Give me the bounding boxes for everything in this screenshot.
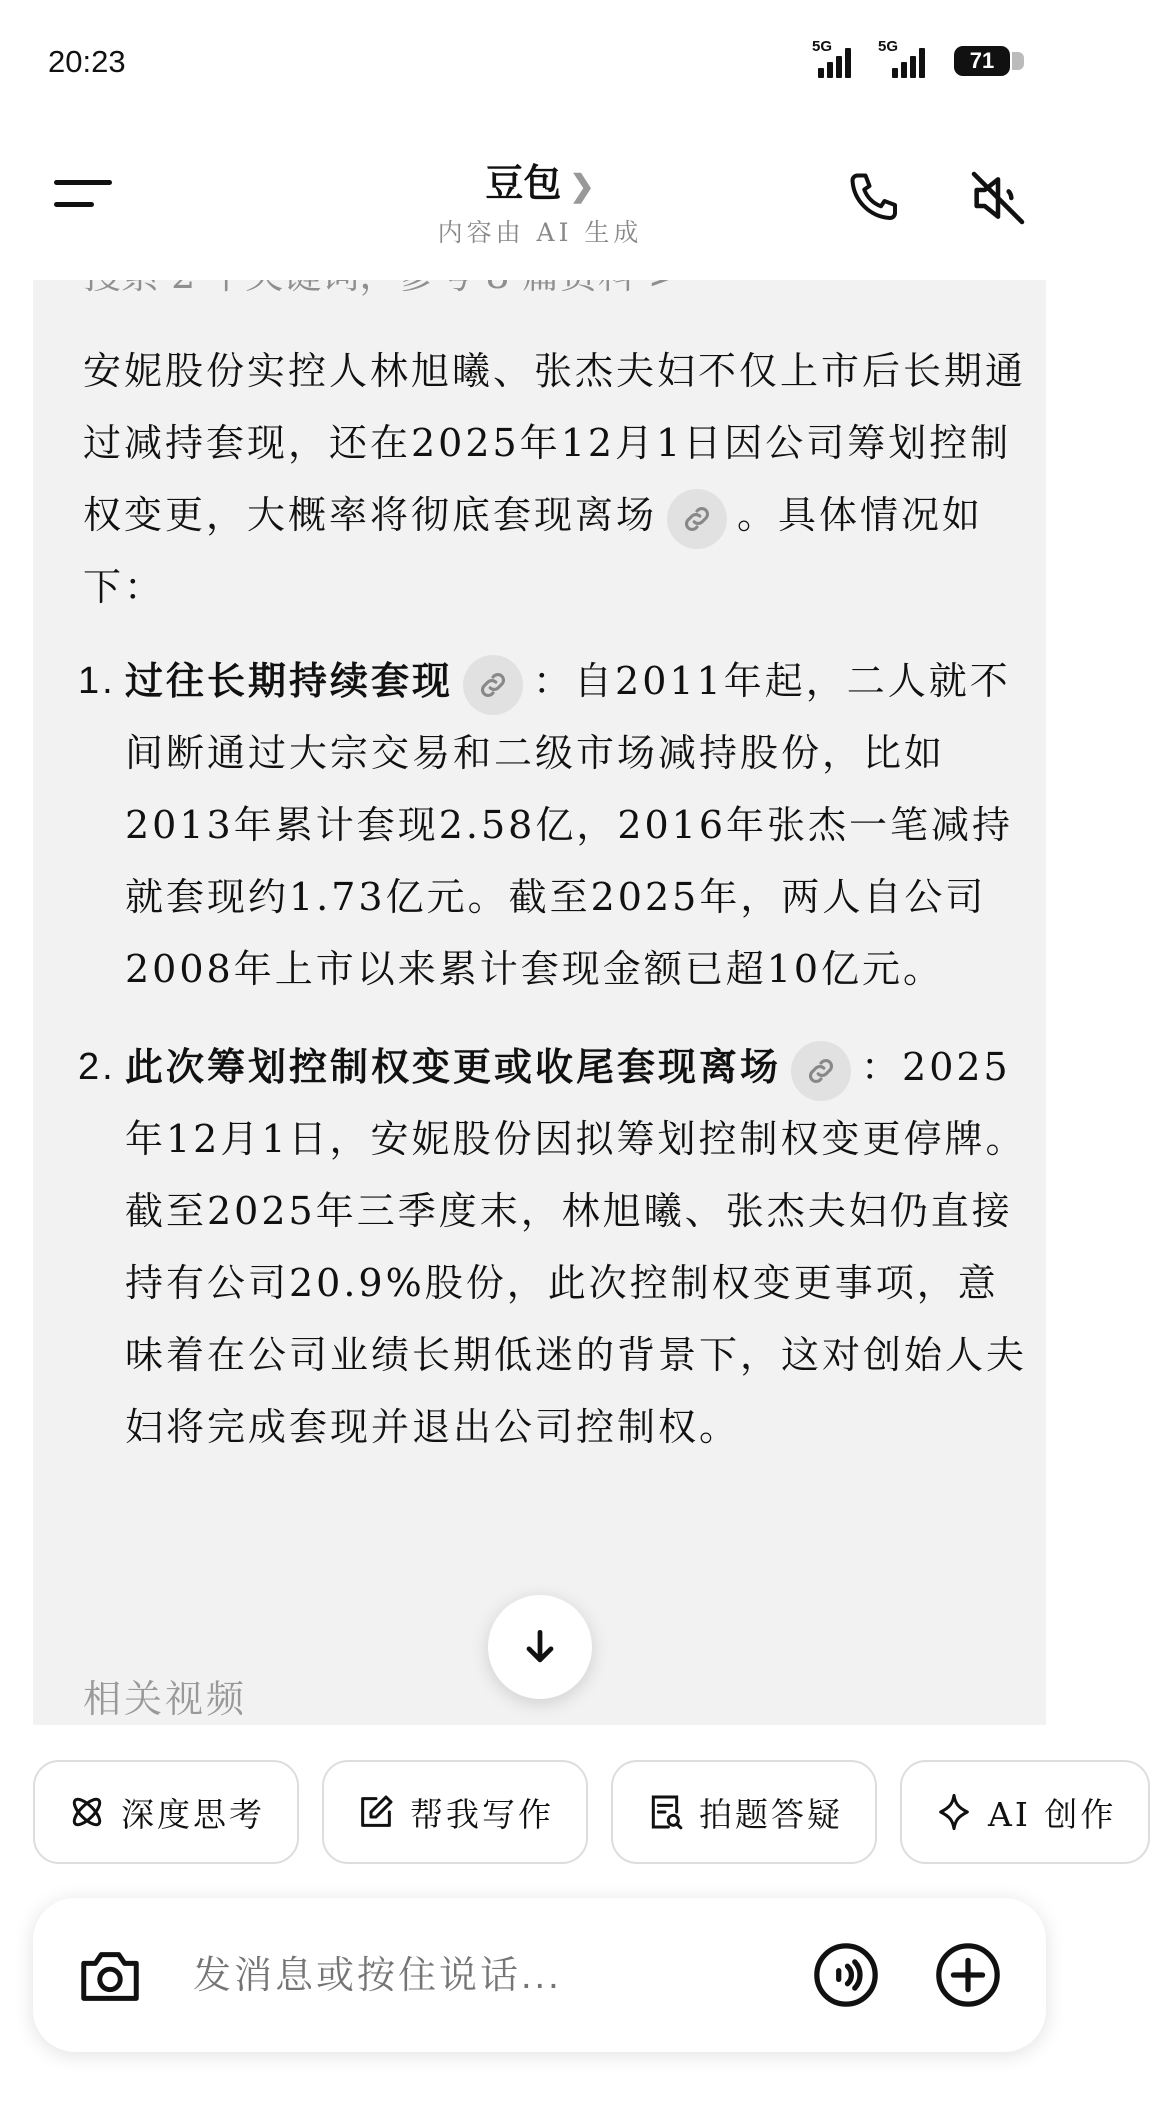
sparkle-icon — [934, 1792, 974, 1832]
list-item — [78, 645, 1033, 1005]
atom-icon — [67, 1792, 107, 1832]
quick-actions — [33, 1760, 1150, 1864]
chevron-right-icon: ❯ — [569, 169, 595, 204]
chat-title[interactable] — [0, 152, 1080, 249]
list-item-text: ：自2011年起，二人就不间断通过大宗交易和二级市场减持股份，比如2013年累计套现2.58亿，2016年张杰一笔减持就套现约1.73亿元。截至2025年，两人自公司2008年上市以来累计套现金额已超10亿元。 — [125, 659, 1014, 991]
bot-name: 豆包 — [485, 160, 562, 205]
list-item — [78, 1031, 1033, 1463]
signal-icon-2 — [878, 38, 936, 78]
scan-doc-icon — [645, 1792, 685, 1832]
chip-writing[interactable] — [322, 1760, 588, 1864]
chip-deep-thinking[interactable] — [33, 1760, 299, 1864]
chip-ai-create[interactable] — [900, 1760, 1150, 1864]
scroll-down-button[interactable] — [488, 1595, 592, 1699]
arrow-down-icon — [518, 1625, 562, 1669]
answer-intro — [83, 335, 1028, 623]
reference-link-icon[interactable] — [667, 489, 727, 549]
status-time: 20:23 — [48, 44, 126, 79]
intro-text: 安妮股份实控人林旭曦、张杰夫妇不仅上市后长期通过减持套现，还在2025年12月1日因公司筹划控制权变更，大概率将彻底套现离场 — [83, 349, 1027, 537]
phone-icon[interactable] — [845, 168, 905, 228]
ai-disclaimer: 内容由 AI 生成 — [437, 218, 643, 247]
chip-label: AI 创作 — [988, 1794, 1117, 1834]
answer-card — [33, 280, 1046, 1725]
list-item-text: ：2025年12月1日，安妮股份因拟筹划控制权变更停牌。截至2025年三季度末，林旭曦、张杰夫妇仍直接持有公司20.9%股份，此次控制权变更事项，意味着在公司业绩长期低迷的背景下，这对创始人夫妇将完成套现并退出公司控制权。 — [125, 1045, 1028, 1449]
camera-icon[interactable] — [75, 1940, 145, 2010]
signal-label-2: 5G — [878, 38, 899, 55]
related-videos-label: 相关视频 — [83, 1677, 248, 1721]
chip-label: 帮我写作 — [410, 1794, 554, 1834]
chip-label: 拍题答疑 — [699, 1794, 843, 1834]
intro-tail: 。具体情况如下： — [83, 493, 984, 609]
message-input[interactable] — [191, 1898, 625, 2054]
chip-label: 深度思考 — [121, 1794, 265, 1834]
edit-icon — [356, 1792, 396, 1832]
list-number: 1. — [78, 660, 116, 702]
message-composer — [33, 1898, 1046, 2052]
status-bar — [0, 0, 1080, 130]
top-bar — [0, 130, 1080, 280]
list-item-title: 过往长期持续套现 — [125, 658, 454, 703]
signal-label: 5G — [812, 38, 833, 55]
battery-icon: 71 — [954, 46, 1010, 76]
reference-link-icon[interactable] — [791, 1041, 851, 1101]
speaker-mute-icon[interactable] — [966, 166, 1030, 230]
signal-icon — [812, 38, 862, 78]
list-item-title: 此次筹划控制权变更或收尾套现离场 — [125, 1044, 782, 1089]
status-icons — [812, 38, 1010, 78]
reference-link-icon[interactable] — [463, 655, 523, 715]
voice-wave-icon[interactable] — [811, 1940, 881, 2010]
answer-list — [78, 645, 1033, 1489]
list-number: 2. — [78, 1046, 116, 1088]
plus-icon[interactable] — [933, 1940, 1003, 2010]
chip-photo-question[interactable] — [611, 1760, 877, 1864]
